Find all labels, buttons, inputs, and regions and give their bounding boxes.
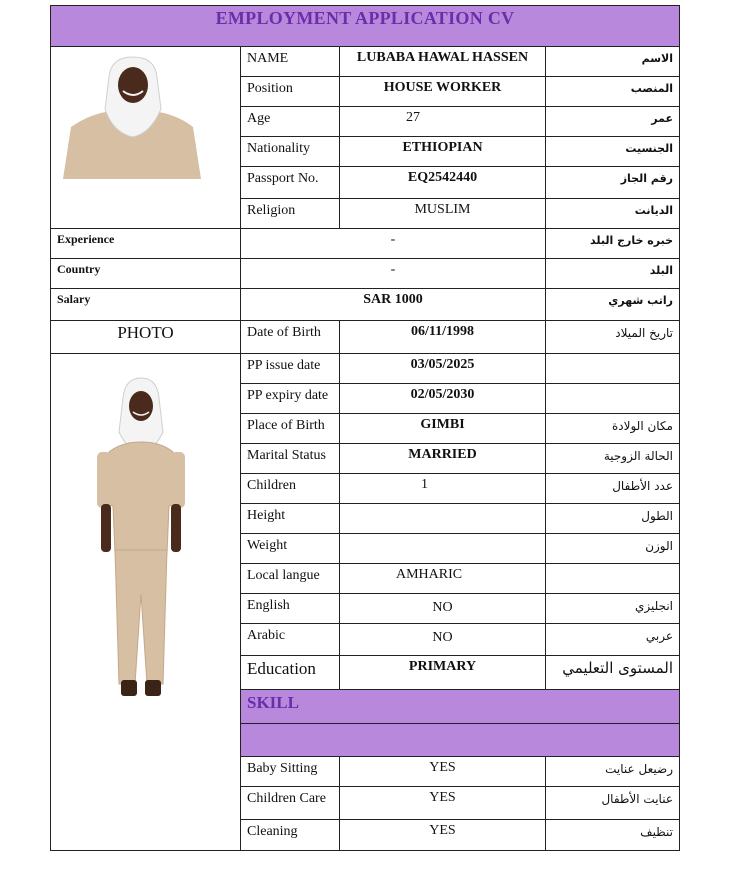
dob-value: 06/11/1998	[339, 320, 546, 354]
experience-value: -	[240, 228, 546, 259]
photo-label: PHOTO	[50, 320, 241, 354]
headshot-photo	[51, 47, 241, 229]
country-arabic: البلد	[545, 258, 680, 289]
dob-label: Date of Birth	[240, 320, 340, 354]
religion-arabic: الديانت	[545, 198, 680, 229]
salary-label: Salary	[50, 288, 241, 321]
religion-label: Religion	[240, 198, 340, 229]
english-label: English	[240, 593, 340, 624]
position-label: Position	[240, 76, 340, 107]
weight-label: Weight	[240, 533, 340, 564]
skill-subheader	[240, 723, 680, 757]
name-label: NAME	[240, 46, 340, 77]
pp-issue-arabic	[545, 353, 680, 384]
marital-arabic: الحالة الزوجية	[545, 443, 680, 474]
religion-value: MUSLIM	[339, 198, 546, 229]
education-arabic: المستوى التعليمي	[545, 655, 680, 690]
cv-form	[50, 5, 680, 851]
pp-issue-label: PP issue date	[240, 353, 340, 384]
birthplace-label: Place of Birth	[240, 413, 340, 444]
dob-arabic: تاريخ الميلاد	[545, 320, 680, 354]
pp-expiry-label: PP expiry date	[240, 383, 340, 414]
age-arabic: عمر	[545, 106, 680, 137]
pp-expiry-value: 02/05/2030	[339, 383, 546, 414]
height-label: Height	[240, 503, 340, 534]
english-arabic: انجليزي	[545, 593, 680, 624]
country-label: Country	[50, 258, 241, 289]
full-body-photo-cell	[50, 353, 241, 851]
marital-label: Marital Status	[240, 443, 340, 474]
skill-children-care-arabic: عنايت الأطفال	[545, 786, 680, 820]
nationality-value: ETHIOPIAN	[339, 136, 546, 167]
arabic-value: NO	[339, 623, 546, 656]
full-body-photo	[51, 354, 241, 851]
arabic-arabic: عربي	[545, 623, 680, 656]
children-label: Children	[240, 473, 340, 504]
local-language-value: AMHARIC	[339, 563, 546, 594]
children-value: 1	[339, 473, 546, 504]
nationality-label: Nationality	[240, 136, 340, 167]
experience-arabic: خبره خارج البلد	[545, 228, 680, 259]
birthplace-arabic: مكان الولادة	[545, 413, 680, 444]
skill-cleaning-value: YES	[339, 819, 546, 851]
height-value	[339, 503, 546, 534]
skill-children-care-value: YES	[339, 786, 546, 820]
height-arabic: الطول	[545, 503, 680, 534]
skill-baby-sitting-arabic: رضيعل عنايت	[545, 756, 680, 787]
arabic-label: Arabic	[240, 623, 340, 656]
passport-arabic: رقم الجاز	[545, 166, 680, 199]
name-arabic: الاسم	[545, 46, 680, 77]
age-label: Age	[240, 106, 340, 137]
skill-cleaning-arabic: تنظيف	[545, 819, 680, 851]
marital-value: MARRIED	[339, 443, 546, 474]
skill-heading: SKILL	[240, 689, 680, 724]
weight-arabic: الوزن	[545, 533, 680, 564]
local-language-arabic	[545, 563, 680, 594]
skill-cleaning-label: Cleaning	[240, 819, 340, 851]
education-label: Education	[240, 655, 340, 690]
weight-value	[339, 533, 546, 564]
salary-value: SAR 1000	[240, 288, 546, 321]
country-value: -	[240, 258, 546, 289]
age-value: 27	[339, 106, 546, 137]
position-value: HOUSE WORKER	[339, 76, 546, 107]
english-value: NO	[339, 593, 546, 624]
name-value: LUBABA HAWAL HASSEN	[339, 46, 546, 77]
skill-baby-sitting-value: YES	[339, 756, 546, 787]
passport-label: Passport No.	[240, 166, 340, 199]
position-arabic: المنصب	[545, 76, 680, 107]
birthplace-value: GIMBI	[339, 413, 546, 444]
form-title: EMPLOYMENT APPLICATION CV	[50, 5, 680, 47]
skill-children-care-label: Children Care	[240, 786, 340, 820]
local-language-label: Local langue	[240, 563, 340, 594]
skill-baby-sitting-label: Baby Sitting	[240, 756, 340, 787]
education-value: PRIMARY	[339, 655, 546, 690]
pp-issue-value: 03/05/2025	[339, 353, 546, 384]
headshot-photo-cell	[50, 46, 241, 229]
experience-label: Experience	[50, 228, 241, 259]
children-arabic: عدد الأطفال	[545, 473, 680, 504]
pp-expiry-arabic	[545, 383, 680, 414]
nationality-arabic: الجنسيت	[545, 136, 680, 167]
passport-value: EQ2542440	[339, 166, 546, 199]
salary-arabic: راتب شهري	[545, 288, 680, 321]
